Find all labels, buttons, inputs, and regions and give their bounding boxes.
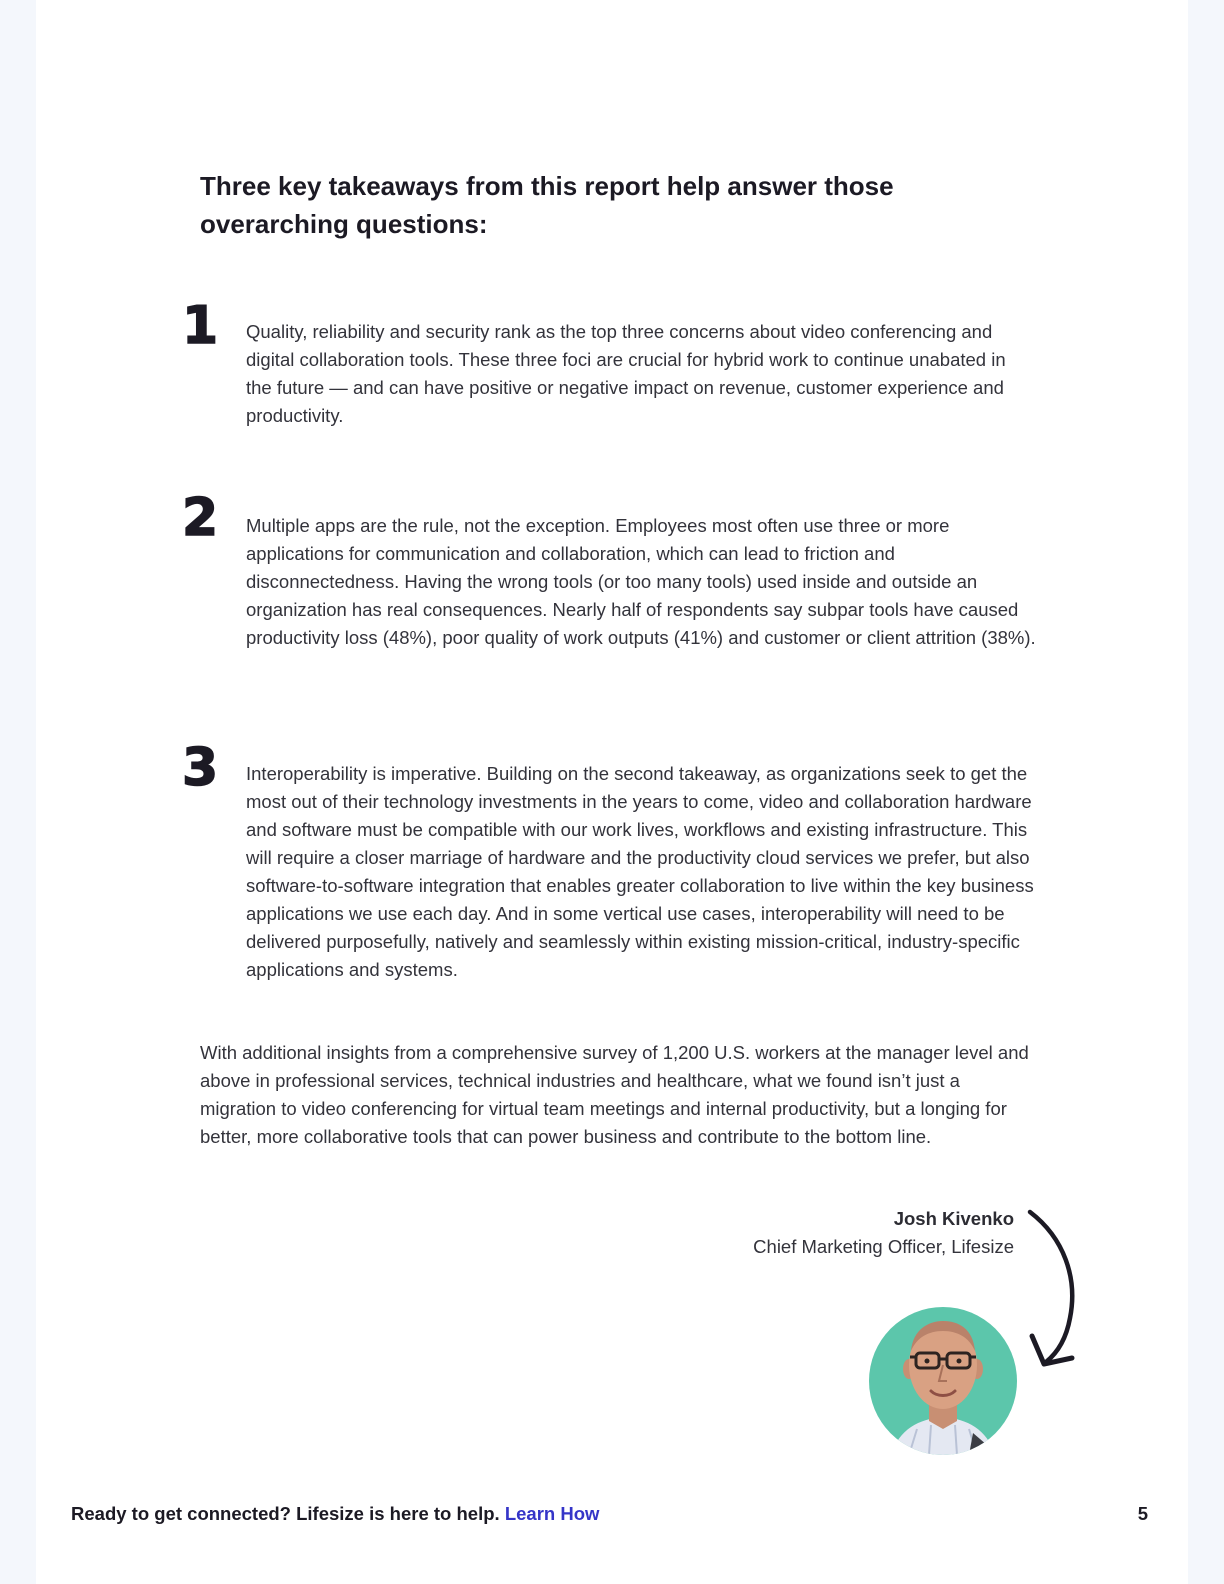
takeaway-number: 3 <box>182 738 217 798</box>
portrait-icon <box>869 1307 1017 1455</box>
signature-role: Chief Marketing Officer, Lifesize <box>753 1236 1014 1257</box>
closing-paragraph: With additional insights from a comprehensive survey of 1,200 U.S. workers at the manager level and above in professional services, technical industries and healthcare, what we found isn’t just a migration to video conferencing for virtual team meetings and internal productivity, but a longing for better, more collaborative tools that can power business and contribute to the bottom line. <box>200 1042 1029 1147</box>
avatar <box>869 1307 1017 1455</box>
curved-arrow-icon <box>1024 1208 1104 1383</box>
takeaway-number: 1 <box>182 296 217 356</box>
document-page <box>36 0 1188 1584</box>
takeaway-text: Interoperability is imperative. Building on the second takeaway, as organizations seek to get the most out of their technology investments in the years to come, video and collaboration hardware and software must be compatible with our work lives, workflows and existing infrastructure. This will require a closer marriage of hardware and the productivity cloud services we prefer, but also software-to-software integration that enables greater collaboration to live within the key business applications we use each day. And in some vertical use cases, interoperability will need to be delivered purposefully, natively and seamlessly within existing mission-critical, industry-specific applications and systems. <box>246 763 1034 980</box>
signature-block <box>753 1205 1014 1261</box>
footer-cta-text: Ready to get connected? Lifesize is here to help. <box>71 1503 500 1524</box>
takeaway-number: 2 <box>182 488 217 548</box>
signature-name: Josh Kivenko <box>893 1208 1014 1229</box>
takeaway-text: Multiple apps are the rule, not the exception. Employees most often use three or more applications for communication and collaboration, which can lead to friction and disconnectedness. Having the wrong tools (or too many tools) used inside and outside an organization has real consequences. Nearly half of respondents say subpar tools have caused productivity loss (48%), poor quality of work outputs (41%) and customer or client attrition (38%). <box>246 515 1036 648</box>
footer-cta <box>71 1500 599 1528</box>
page-heading: Three key takeaways from this report help answer those overarching questions: <box>200 171 894 239</box>
takeaway-text: Quality, reliability and security rank as the top three concerns about video conferencing and digital collaboration tools. These three foci are crucial for hybrid work to continue unabated in the future — and can have positive or negative impact on revenue, customer experience and productivity. <box>246 321 1006 426</box>
page-number: 5 <box>1137 1503 1148 1524</box>
learn-how-link[interactable]: Learn How <box>504 1503 600 1524</box>
